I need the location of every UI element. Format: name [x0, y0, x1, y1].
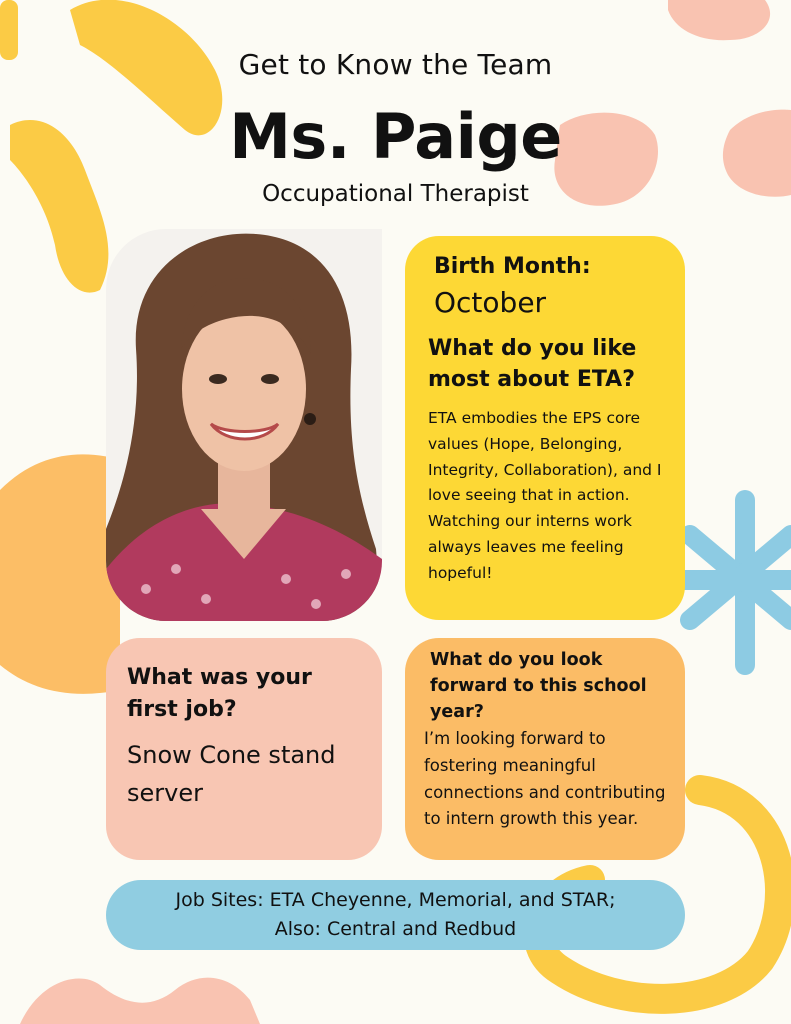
section-subtitle: Get to Know the Team	[238, 48, 553, 81]
first-job-answer: Snow Cone stand server	[127, 741, 336, 807]
portrait-illustration	[106, 229, 382, 621]
pink-blob-top-right	[668, 0, 770, 40]
job-sites-banner	[106, 880, 685, 950]
look-forward-question: What do you look forward to this school year?	[430, 650, 647, 722]
blue-star-shape	[680, 500, 791, 665]
pink-wave-bottom	[20, 978, 260, 1024]
first-job-question: What was your first job?	[127, 665, 312, 722]
job-sites-line-1: Job Sites: ETA Cheyenne, Memorial, and STAR;	[175, 889, 616, 911]
birth-month-value: October	[434, 286, 547, 319]
job-sites-line-2: Also: Central and Redbud	[274, 918, 517, 940]
page-title: Ms. Paige	[229, 100, 562, 173]
job-title: Occupational Therapist	[262, 181, 529, 207]
birth-month-label: Birth Month:	[434, 254, 591, 279]
like-most-question: What do you like most about ETA?	[428, 336, 637, 392]
look-forward-answer: I’m looking forward to fostering meaningful connections and contributing to intern growth this year.	[424, 729, 666, 829]
portrait-photo	[106, 229, 382, 621]
like-most-answer: ETA embodies the EPS core values (Hope, Belonging, Integrity, Collaboration), and I love seeing that in action. Watching our interns work always leaves me feeling hopeful!	[428, 409, 662, 582]
